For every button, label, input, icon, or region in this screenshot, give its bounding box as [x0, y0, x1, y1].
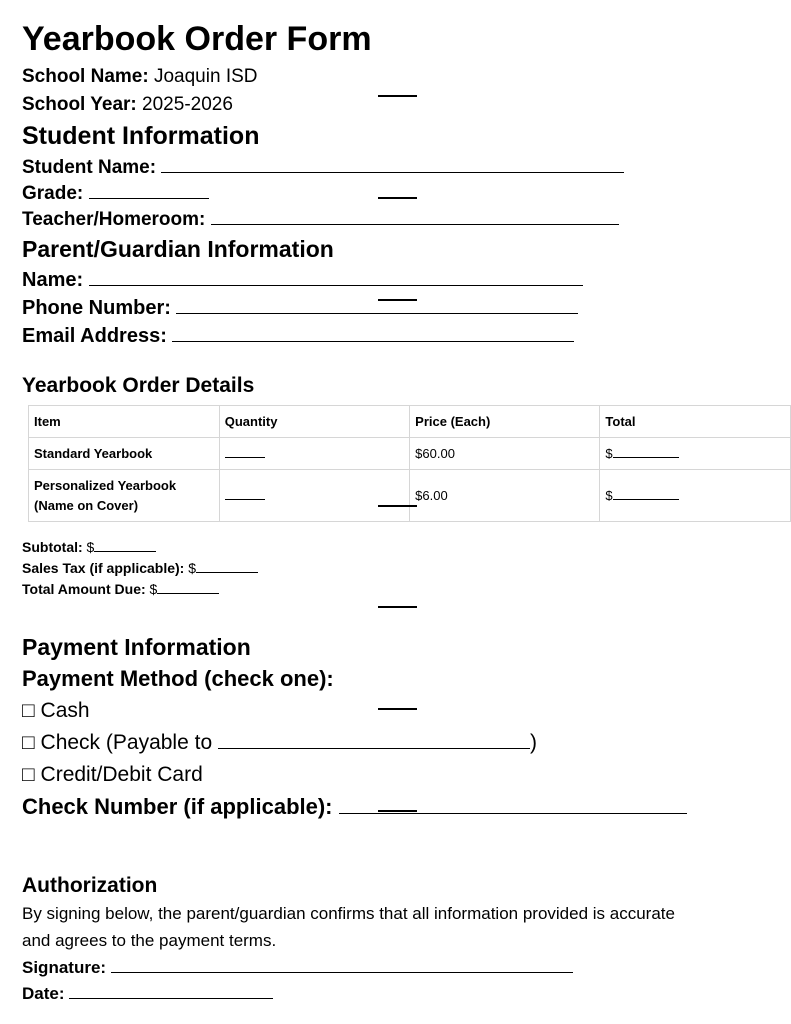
- col-header-item: Item: [29, 406, 220, 438]
- quantity-blank[interactable]: [225, 499, 265, 500]
- student-name-blank[interactable]: [161, 171, 624, 173]
- checkbox-icon[interactable]: □: [22, 763, 35, 786]
- subtotal-field[interactable]: [22, 540, 156, 554]
- parent-name-blank[interactable]: [89, 284, 583, 286]
- option-check[interactable]: [22, 732, 537, 753]
- email-blank[interactable]: [172, 340, 574, 342]
- student-name-label: Student Name:: [22, 157, 157, 178]
- page-break-mark: [378, 299, 417, 301]
- page-break-mark: [378, 708, 417, 710]
- phone-label: Phone Number:: [22, 297, 171, 319]
- teacher-field[interactable]: [22, 210, 619, 229]
- parent-info-heading: Parent/Guardian Information: [22, 236, 334, 262]
- page-break-mark: [378, 606, 417, 608]
- total-due-field[interactable]: [22, 582, 219, 596]
- page-break-mark: [378, 505, 417, 507]
- total-due-label: Total Amount Due:: [22, 581, 146, 597]
- school-year-value: 2025-2026: [142, 94, 233, 115]
- currency-symbol: $: [188, 560, 197, 576]
- total-cell[interactable]: [600, 470, 791, 522]
- total-due-blank[interactable]: [157, 592, 219, 594]
- school-name-value: Joaquin ISD: [153, 66, 258, 87]
- option-label: Check (Payable to: [40, 731, 218, 754]
- item-cell: [29, 470, 220, 522]
- checkbox-icon[interactable]: □: [22, 699, 35, 722]
- tax-label: Sales Tax (if applicable):: [22, 560, 185, 576]
- table-row: [29, 470, 791, 522]
- col-header-price: Price (Each): [410, 406, 600, 438]
- quantity-cell[interactable]: [219, 470, 409, 522]
- page-title: Yearbook Order Form: [22, 20, 372, 58]
- student-info-heading: Student Information: [22, 122, 260, 150]
- total-blank[interactable]: [613, 457, 679, 458]
- payment-info-heading: Payment Information: [22, 634, 251, 660]
- table-row: [29, 438, 791, 470]
- table-header-row: [29, 406, 791, 438]
- teacher-blank[interactable]: [211, 223, 619, 225]
- check-number-blank[interactable]: [339, 812, 687, 814]
- order-details-heading: Yearbook Order Details: [22, 374, 255, 397]
- grade-blank[interactable]: [89, 197, 209, 199]
- price-cell: $6.00: [410, 470, 600, 522]
- payment-method-label: Payment Method (check one):: [22, 666, 334, 691]
- parent-name-label: Name:: [22, 269, 84, 291]
- subtotal-blank[interactable]: [94, 550, 156, 552]
- email-label: Email Address:: [22, 325, 167, 347]
- quantity-cell[interactable]: [219, 438, 409, 470]
- authorization-text: and agrees to the payment terms.: [22, 931, 277, 950]
- currency-symbol: $: [86, 539, 95, 555]
- checkbox-icon[interactable]: □: [22, 731, 35, 754]
- price-cell: $60.00: [410, 438, 600, 470]
- option-label: Credit/Debit Card: [40, 763, 203, 786]
- student-name-field[interactable]: [22, 158, 624, 177]
- page-break-mark: [378, 95, 417, 97]
- grade-label: Grade:: [22, 183, 84, 204]
- total-blank[interactable]: [613, 499, 679, 500]
- email-field[interactable]: [22, 326, 574, 346]
- school-name-line: [22, 67, 258, 86]
- school-year-label: School Year:: [22, 94, 137, 115]
- tax-blank[interactable]: [196, 571, 258, 573]
- parent-name-field[interactable]: [22, 270, 583, 290]
- check-number-label: Check Number (if applicable):: [22, 794, 333, 819]
- school-year-line: [22, 95, 233, 114]
- grade-field[interactable]: [22, 184, 209, 203]
- quantity-blank[interactable]: [225, 457, 265, 458]
- col-header-total: Total: [600, 406, 791, 438]
- signature-label: Signature:: [22, 958, 107, 977]
- tax-field[interactable]: [22, 561, 258, 575]
- payable-to-blank[interactable]: [218, 747, 530, 749]
- school-name-label: School Name:: [22, 66, 149, 87]
- check-number-field[interactable]: [22, 796, 687, 818]
- subtotal-label: Subtotal:: [22, 539, 83, 555]
- signature-blank[interactable]: [111, 971, 573, 973]
- option-cash[interactable]: [22, 700, 90, 721]
- item-line: (Name on Cover): [34, 497, 139, 513]
- date-label: Date:: [22, 984, 65, 1003]
- option-label: Cash: [40, 699, 90, 722]
- currency-symbol: $: [605, 446, 613, 461]
- option-label-close: ): [529, 731, 537, 754]
- currency-symbol: $: [149, 581, 158, 597]
- date-field[interactable]: [22, 985, 273, 1002]
- col-header-quantity: Quantity: [219, 406, 409, 438]
- authorization-text: By signing below, the parent/guardian confirms that all information provided is accurate: [22, 904, 675, 923]
- teacher-label: Teacher/Homeroom:: [22, 209, 206, 230]
- option-card[interactable]: [22, 764, 203, 785]
- currency-symbol: $: [605, 488, 613, 503]
- page-break-mark: [378, 810, 417, 812]
- phone-blank[interactable]: [176, 312, 578, 314]
- total-cell[interactable]: [600, 438, 791, 470]
- phone-field[interactable]: [22, 298, 578, 318]
- date-blank[interactable]: [69, 997, 273, 999]
- authorization-heading: Authorization: [22, 874, 158, 897]
- page-break-mark: [378, 197, 417, 199]
- item-cell: Standard Yearbook: [29, 438, 220, 470]
- signature-field[interactable]: [22, 959, 573, 976]
- item-line: Personalized Yearbook: [34, 477, 177, 493]
